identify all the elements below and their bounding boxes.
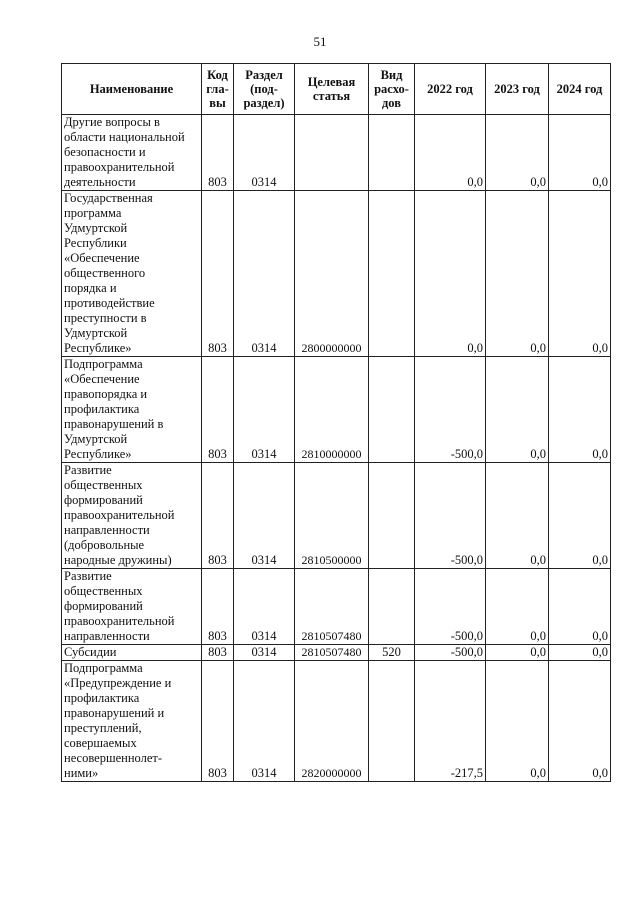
header-code-line: Код — [207, 68, 228, 82]
row-target: 2810507480 — [295, 569, 369, 645]
header-code — [202, 64, 234, 115]
row-name-line: совершаемых — [64, 736, 137, 750]
row-value-2024: 0,0 — [549, 115, 611, 191]
header-section-line: (под- — [250, 82, 278, 96]
row-name — [62, 115, 202, 191]
row-value-2024: 0,0 — [549, 191, 611, 357]
row-name-line: «Обеспечение — [64, 372, 140, 386]
row-value-2024: 0,0 — [549, 661, 611, 782]
row-type — [369, 115, 415, 191]
table-row — [62, 645, 611, 661]
row-value-2023: 0,0 — [486, 645, 549, 661]
header-section — [234, 64, 295, 115]
row-name-line: правонарушений и — [64, 706, 165, 720]
row-name-line: общественных — [64, 584, 143, 598]
row-value-2024: 0,0 — [549, 645, 611, 661]
row-name-line: Удмуртской — [64, 432, 128, 446]
row-value-2022: -217,5 — [415, 661, 486, 782]
row-value-2023: 0,0 — [486, 115, 549, 191]
row-code: 803 — [202, 115, 234, 191]
row-name-line: (добровольные — [64, 538, 145, 552]
row-name-line: общественных — [64, 478, 143, 492]
row-section: 0314 — [234, 569, 295, 645]
row-name-line: общественного — [64, 266, 146, 280]
table-row — [62, 661, 611, 782]
row-target — [295, 115, 369, 191]
row-value-2022: -500,0 — [415, 645, 486, 661]
table-body — [62, 115, 611, 782]
row-value-2024: 0,0 — [549, 463, 611, 569]
header-type-line: расхо- — [374, 82, 409, 96]
header-type-line: Вид — [380, 68, 403, 82]
row-name-line: Республике» — [64, 447, 132, 461]
row-target: 2800000000 — [295, 191, 369, 357]
table-row — [62, 357, 611, 463]
row-value-2023: 0,0 — [486, 357, 549, 463]
header-section-line: Раздел — [245, 68, 283, 82]
row-name-line: «Предупреждение и — [64, 676, 172, 690]
row-value-2022: -500,0 — [415, 357, 486, 463]
row-name-line: Развитие — [64, 569, 112, 583]
row-type: 520 — [369, 645, 415, 661]
row-name-line: профилактика — [64, 691, 140, 705]
row-name — [62, 569, 202, 645]
row-section: 0314 — [234, 115, 295, 191]
header-target-line: статья — [312, 89, 351, 103]
row-name-line: Государственная — [64, 191, 153, 205]
row-name-line: Субсидии — [64, 645, 117, 659]
row-value-2024: 0,0 — [549, 569, 611, 645]
row-name-line: Другие вопросы в — [64, 115, 160, 129]
row-name-line: ними» — [64, 766, 99, 780]
row-name-line: области национальной — [64, 130, 185, 144]
header-target-line: Целевая — [307, 75, 356, 89]
row-code: 803 — [202, 661, 234, 782]
header-2024: 2024 год — [549, 64, 611, 115]
header-type-line: дов — [381, 96, 401, 110]
row-code: 803 — [202, 191, 234, 357]
row-section: 0314 — [234, 463, 295, 569]
row-name-line: преступности в — [64, 311, 147, 325]
row-type — [369, 357, 415, 463]
row-name-line: народные дружины) — [64, 553, 172, 567]
row-name-line: Развитие — [64, 463, 112, 477]
row-code: 803 — [202, 645, 234, 661]
table-header-row — [62, 64, 611, 115]
row-name-line: направленности — [64, 629, 150, 643]
row-name — [62, 645, 202, 661]
header-code-line: вы — [209, 96, 226, 110]
row-name-line: деятельности — [64, 175, 136, 189]
row-name-line: преступлений, — [64, 721, 142, 735]
row-value-2022: 0,0 — [415, 115, 486, 191]
row-type — [369, 191, 415, 357]
row-name-line: Удмуртской — [64, 326, 128, 340]
row-name-line: правоохранительной — [64, 160, 175, 174]
table-row — [62, 569, 611, 645]
row-code: 803 — [202, 357, 234, 463]
row-type — [369, 661, 415, 782]
row-value-2023: 0,0 — [486, 463, 549, 569]
row-name-line: профилактика — [64, 402, 140, 416]
row-name-line: Удмуртской — [64, 221, 128, 235]
row-name — [62, 463, 202, 569]
table-row — [62, 463, 611, 569]
row-value-2024: 0,0 — [549, 357, 611, 463]
row-name-line: направленности — [64, 523, 150, 537]
row-name-line: Подпрограмма — [64, 661, 143, 675]
row-target: 2810500000 — [295, 463, 369, 569]
row-value-2023: 0,0 — [486, 191, 549, 357]
row-name-line: Республике» — [64, 341, 132, 355]
page-number: 51 — [313, 34, 327, 49]
row-name-line: правоохранительной — [64, 508, 175, 522]
row-section: 0314 — [234, 191, 295, 357]
row-target: 2810000000 — [295, 357, 369, 463]
row-value-2022: 0,0 — [415, 191, 486, 357]
row-name-line: безопасности и — [64, 145, 146, 159]
table-row — [62, 191, 611, 357]
row-name-line: Подпрограмма — [64, 357, 143, 371]
budget-table — [61, 63, 611, 782]
row-name-line: порядка и — [64, 281, 117, 295]
row-target: 2810507480 — [295, 645, 369, 661]
row-name-line: несовершеннолет- — [64, 751, 163, 765]
row-name-line: правоохранительной — [64, 614, 175, 628]
row-section: 0314 — [234, 645, 295, 661]
row-name — [62, 191, 202, 357]
row-section: 0314 — [234, 357, 295, 463]
row-value-2022: -500,0 — [415, 569, 486, 645]
header-section-line: раздел) — [243, 96, 285, 110]
row-name — [62, 661, 202, 782]
header-code-line: гла- — [206, 82, 229, 96]
row-name-line: формирований — [64, 493, 143, 507]
row-name-line: правонарушений в — [64, 417, 164, 431]
row-name-line: «Обеспечение — [64, 251, 140, 265]
row-name-line: формирований — [64, 599, 143, 613]
row-target: 2820000000 — [295, 661, 369, 782]
row-code: 803 — [202, 463, 234, 569]
header-name: Наименование — [62, 64, 202, 115]
row-name-line: правопорядка и — [64, 387, 148, 401]
row-name-line: программа — [64, 206, 122, 220]
row-type — [369, 569, 415, 645]
table-row — [62, 115, 611, 191]
row-type — [369, 463, 415, 569]
header-type — [369, 64, 415, 115]
row-code: 803 — [202, 569, 234, 645]
row-name-line: противодействие — [64, 296, 155, 310]
header-2022: 2022 год — [415, 64, 486, 115]
header-2023: 2023 год — [486, 64, 549, 115]
row-value-2023: 0,0 — [486, 661, 549, 782]
row-name — [62, 357, 202, 463]
row-value-2023: 0,0 — [486, 569, 549, 645]
row-value-2022: -500,0 — [415, 463, 486, 569]
header-target — [295, 64, 369, 115]
row-name-line: Республики — [64, 236, 127, 250]
row-section: 0314 — [234, 661, 295, 782]
